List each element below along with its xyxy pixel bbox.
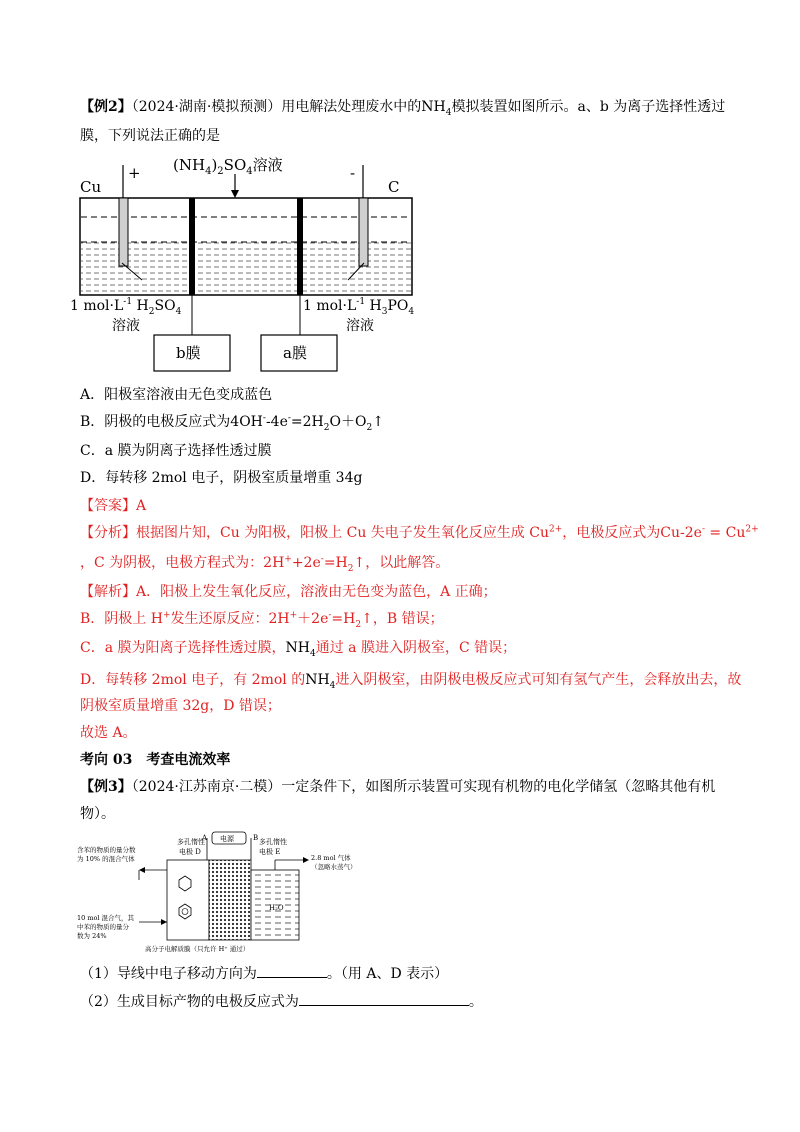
a-membrane-label: a膜 <box>283 344 307 362</box>
terminal-b: B <box>253 834 259 842</box>
cathode-minus-sign: - <box>350 164 356 182</box>
inlet-label-3: 数为 24% <box>77 932 107 940</box>
cu-electrode <box>119 198 128 266</box>
left-solution-label: 1 $mol\cdot L^{-1}$ $H_2SO_4$ <box>70 297 182 317</box>
hydrogen-storage-diagram <box>75 830 405 955</box>
right-solution-label: 1 $mol\cdot L^{-1}$ $H_3PO_4$ <box>303 297 415 317</box>
example-2-line-2: 膜，下列说法正确的是 <box>80 128 220 144</box>
left-compartment <box>167 860 209 940</box>
question-2: （2）生成目标产物的电极反应式为 。 <box>80 991 720 1012</box>
electrolyte-membrane <box>209 860 251 940</box>
example-3-line-1: 【例3】（2024·江苏南京·二模）一定条件下，如图所示装置可实现有机物的电化学储氢（忽略其他有机 <box>80 779 716 795</box>
analysis-line-1: 【分析】根据图片知，Cu 为阳极，阳极上 Cu 失电子发生氧化反应生成 $Cu^{2+}$，电极反应式为$Cu-2e^- = Cu^{2+}$ <box>80 524 759 541</box>
electrode-d-label-1: 多孔惰性 <box>177 838 205 846</box>
electrode-d-label-2: 电极 D <box>179 848 201 856</box>
explain-d: D．每转移 2mol 电子，有 2mol 的$NH_4$进入阴极室，由阴极电极反应式可知有氢气产生，会释放出去，故 <box>80 672 742 691</box>
option-a: A．阳极室溶液由无色变成蓝色 <box>80 387 273 403</box>
answer-blank-2[interactable] <box>299 991 469 1006</box>
nh4-formula: $NH_4$ <box>421 99 452 118</box>
analysis-line-2: ，C 为阴极，电极方程式为：$2H^++2e^-=H_2↑$，以此解答。 <box>80 554 450 574</box>
example-tag: 【例2】 <box>80 99 132 115</box>
explain-a: 【解析】A．阳极上发生氧化反应，溶液由无色变为蓝色，A 正确； <box>80 584 497 600</box>
gas-label-1: 2.8 mol 气体 <box>311 854 351 862</box>
option-d: D．每转移 2mol 电子，阴极室质量增重 34g <box>80 470 363 486</box>
nh4-formula: $NH_4$ <box>285 640 316 659</box>
outlet-arrow-head <box>139 867 145 873</box>
b-membrane-label: b膜 <box>176 344 201 362</box>
electrode-e-label-2: 电极 E <box>259 848 281 856</box>
explain-final: 故选 A。 <box>80 725 137 741</box>
answer-blank-1[interactable] <box>257 963 327 978</box>
outlet-mix-label-1: 含苯的物质的量分数 <box>77 846 136 854</box>
nh4-formula: $NH_4$ <box>305 672 336 691</box>
gas-label-2: （忽略水蒸气） <box>311 863 357 871</box>
example-tag: 【例3】 <box>80 779 132 795</box>
a-membrane-bar <box>297 198 303 295</box>
question-1: （1）导线中电子移动方向为 。（用 A、D 表示） <box>80 963 720 984</box>
inlet-arrow-head <box>231 190 239 198</box>
option-c: C．a 膜为阴离子选择性透过膜 <box>80 443 272 459</box>
inlet-label-2: 中苯的物质的量分 <box>77 923 129 931</box>
explain-c: C．a 膜为阳离子选择性透过膜，$NH_4$通过 a 膜进入阴极室，C 错误； <box>80 640 517 659</box>
outlet-mix-label-2: 为 10% 的混合气体 <box>77 855 135 863</box>
option-b: B．阴极的电极反应式为$4OH^--4e^-=2H_2O+O_2↑$ <box>80 413 384 433</box>
b-membrane-bar <box>189 198 195 295</box>
example-text: 模拟装置如图所示。a、b 为离子选择性透过 <box>451 99 726 115</box>
answer: 【答案】A <box>80 498 147 514</box>
c-label: C <box>388 178 400 196</box>
right-solution-word: 溶液 <box>346 318 374 334</box>
electrolysis-diagram <box>70 150 440 375</box>
gas-arrow-head <box>303 857 309 863</box>
electrode-e-label-1: 多孔惰性 <box>259 838 287 846</box>
explain-b: B．阴极上 H+发生还原反应：$2H^++2e^-=H_2↑$，B 错误； <box>80 610 444 630</box>
section-title: 考向 03 考查电流效率 <box>80 752 231 768</box>
c-electrode <box>359 198 368 266</box>
anode-plus-sign: + <box>128 164 141 182</box>
cu-label: Cu <box>80 178 102 196</box>
power-label: 电源 <box>220 835 234 843</box>
example-3-line-2: 物）。 <box>80 806 115 822</box>
left-solution-word: 溶液 <box>112 318 140 334</box>
example-2-line-1 <box>80 97 726 118</box>
example-source: （2024·湖南·模拟预测）用电解法处理废水中的 <box>131 99 422 115</box>
inlet-arrow-head <box>161 919 167 925</box>
terminal-a: A <box>202 834 208 842</box>
water-label: H₂O <box>269 904 284 912</box>
inlet-label-1: 10 mol 混合气，其 <box>77 914 135 922</box>
ammonium-sulfate-label: $(NH_4)_2SO_4$溶液 <box>173 156 283 177</box>
membrane-caption: 高分子电解质膜（只允许 H⁺ 通过） <box>145 945 250 953</box>
explain-d-line-2: 阴极室质量增重 32g，D 错误； <box>80 698 281 714</box>
